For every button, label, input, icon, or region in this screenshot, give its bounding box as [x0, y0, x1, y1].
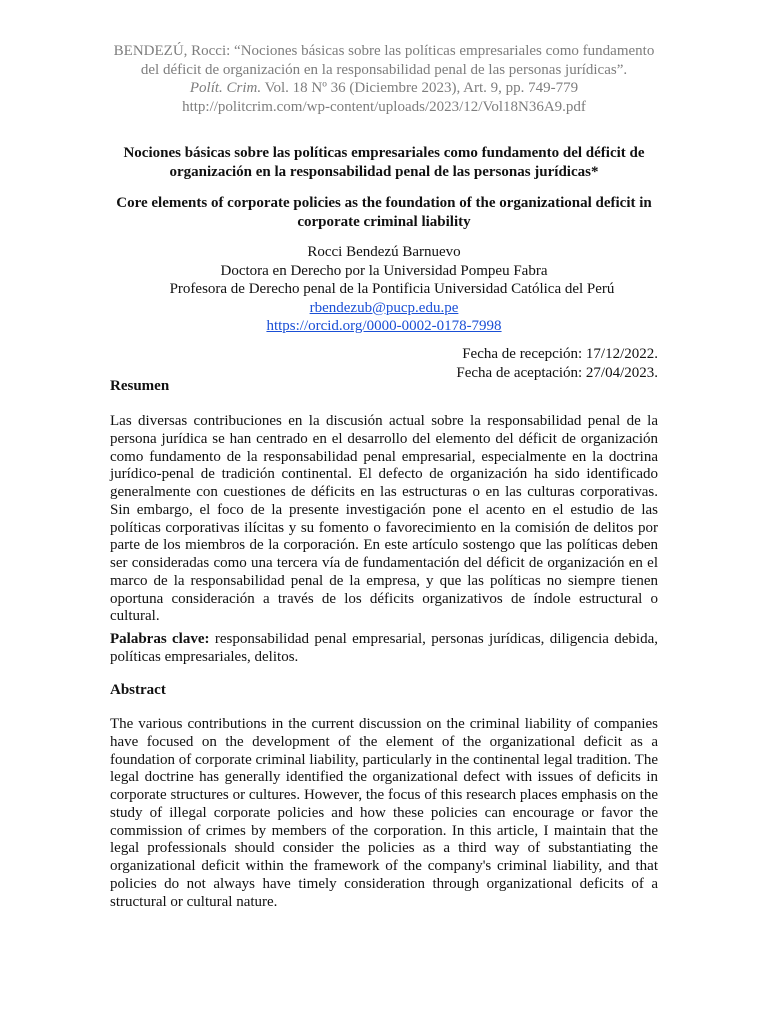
- author-name: Rocci Bendezú Barnuevo: [307, 244, 461, 260]
- abstract-paragraph: The various contributions in the current discussion on the criminal liability of companies have focused on the development of the element of the organizational deficit as a foundation of corporate criminal liability, particularly in the continental legal tradition. The legal doctrine has generally identified the organizational defect with issues of deficits in corporate structures or cultures. However, the focus of this research places emphasis on the study of illegal corporate policies and how these policies can encourage or favor the commission of crimes by members of the corporation. In this article, I maintain that the legal professionals should consider the policies as a third way of substantiating the organizational deficit within the framework of the company's criminal liability, and that policies do not always have timely consideration through organizational deficits of a structural or cultural nature.: [110, 716, 658, 910]
- article-url: http://politcrim.com/wp-content/uploads/2023/12/Vol18N36A9.pdf: [182, 98, 586, 115]
- journal-details: Vol. 18 Nº 36 (Diciembre 2023), Art. 9, pp. 749-779: [261, 80, 579, 97]
- journal-line: [110, 79, 658, 98]
- keywords-text: responsabilidad penal empresarial, personas jurídicas, diligencia debida, políticas empresariales, delitos.: [110, 631, 658, 665]
- resumen-paragraph: Las diversas contribuciones en la discusión actual sobre la responsabilidad penal de la persona jurídica se han centrado en el desarrollo del elemento del déficit de organización como fundamento de la responsabilidad penal empresarial, especialmente en la doctrina jurídico-penal de tradición continental. El defecto de organización ha sido identificado generalmente con cuestiones de déficits en las estructuras o en las culturas corporativas. Sin embargo, el foco de la presente investigación pone el acento en el estudio de las políticas corporativas ilícitas y su fomento o favorecimiento en la comisión de delitos por parte de los miembros de la corporación. En este artículo sostengo que las políticas deben ser consideradas como una tercera vía de fundamentación del déficit de organización en el marco de la responsabilidad penal de la empresa, y que las políticas no siempre tienen oportuna consideración a través de los déficits organizativos de índole estructural o cultural.: [110, 413, 658, 625]
- title-english: Core elements of corporate policies as the foundation of the organizational deficit in corporate criminal liability: [116, 195, 652, 230]
- date-accepted: Fecha de aceptación: 27/04/2023.: [456, 364, 658, 381]
- journal-name: Polít. Crim.: [189, 80, 262, 97]
- title-spanish: Nociones básicas sobre las políticas empresariales como fundamento del déficit de organización en la responsabilidad penal de las personas jurídicas*: [123, 145, 645, 180]
- citation-header: [110, 42, 658, 116]
- date-received: Fecha de recepción: 17/12/2022.: [462, 346, 658, 362]
- resumen-heading: Resumen: [110, 378, 170, 394]
- citation-line: BENDEZÚ, Rocci: “Nociones básicas sobre las políticas empresariales como fundamento del déficit de organización en la responsabilidad penal de las personas jurídicas”.: [113, 43, 655, 78]
- author-block: [110, 243, 658, 336]
- abstract-heading: Abstract: [110, 682, 166, 698]
- author-email-link[interactable]: rbendezub@pucp.edu.pe: [309, 299, 459, 316]
- submission-dates: [456, 345, 658, 382]
- author-orcid-link[interactable]: https://orcid.org/0000-0002-0178-7998: [266, 318, 502, 334]
- keywords-paragraph: [110, 631, 658, 667]
- author-affiliation-1: Doctora en Derecho por la Universidad Pompeu Fabra: [220, 262, 548, 279]
- author-affiliation-2: Profesora de Derecho penal de la Pontificia Universidad Católica del Perú: [169, 281, 615, 297]
- keywords-label: Palabras clave:: [110, 631, 210, 647]
